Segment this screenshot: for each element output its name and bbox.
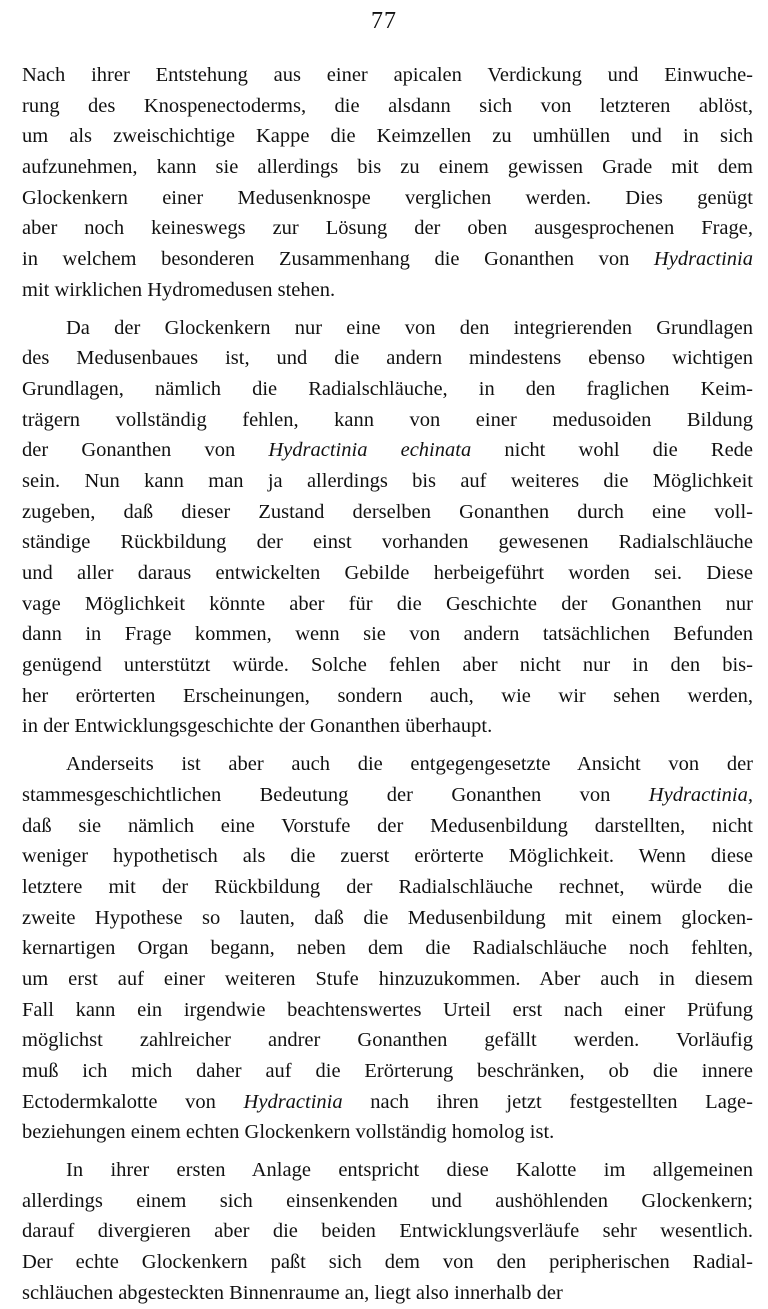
text-line [22,1216,753,1247]
text-line [22,1155,753,1186]
text-line [22,933,753,964]
text-run: um erst auf einer weiteren Stufe hinzuzukommen. Aber auch in diesem [22,967,753,990]
text-line [22,213,753,244]
text-run: kann von einer medusoiden Bildung [334,408,753,431]
text-run: muß ich mich daher auf die Erörterung beschränken, ob die innere [22,1060,753,1082]
text-line [22,1025,753,1056]
paragraph [22,313,753,743]
italic-text: Hydractinia [653,248,753,271]
text-line [22,121,753,152]
text-line [22,872,753,903]
text-run: her erörterten Erscheinungen, sondern auch, wie wir sehen werden, [22,684,753,707]
text-run: des Medusenbaues ist, und die andern mindestens ebenso wichtigen [22,347,753,370]
italic-text: Hydractinia, [648,783,753,806]
paragraph [22,1155,753,1308]
paragraph [22,749,753,1148]
text-run: Anderseits ist aber auch die entgegengesetzte Ansicht von der [66,753,753,776]
text-line [22,343,753,374]
text-run: Der echte Glockenkern paßt sich dem von den peripherischen Radial- [22,1251,753,1274]
text-run: zweite Hypothese so lauten, daß die Medusenbildung mit einem glocken- [22,906,753,929]
text-line [22,780,753,811]
text-line [22,435,753,466]
text-run: nicht wohl die Rede [471,439,753,462]
text-run: der Gonanthen von [22,439,269,462]
text-line [22,1278,753,1309]
text-line [22,244,753,275]
text-line [22,711,753,742]
text-run: allerdings einem sich einsenkenden und aushöhlenden Glockenkern; [22,1189,753,1212]
text-line [22,91,753,122]
text-line [22,964,753,995]
text-line [22,1087,753,1118]
text-line [22,275,753,306]
text-run: und aller daraus entwickelten Gebilde herbeigeführt worden sei. Diese [22,562,753,584]
text-run: Da der Glockenkern nur eine von den integrierenden Grundlagen [66,316,753,339]
text-run: Grundlagen, nämlich die Radialschläuche, in den fraglichen Keim- [22,377,753,400]
text-run: in der Entwicklungsgeschichte der Gonanthen überhaupt. [22,715,493,738]
italic-text: Hydractinia echinata [268,439,472,462]
text-line [22,497,753,528]
text-run: darauf divergieren aber die beiden Entwicklungsverläufe sehr wesentlich. [22,1220,753,1243]
text-run: nach ihren jetzt festgestellten Lage- [342,1090,753,1113]
text-run: Fall kann ein irgendwie beachtenswertes Urteil erst nach einer Prüfung [22,998,753,1021]
text-run: rung des Knospenectoderms, die alsdann sich von letzteren ablöst, [22,94,753,117]
text-line [22,811,753,842]
body-text [22,60,753,1309]
text-line [22,903,753,934]
text-run: aber noch keineswegs zur Lösung der oben ausgesprochenen Frage, [22,217,753,240]
text-line [22,183,753,214]
text-line [22,313,753,344]
text-run: zugeben, daß dieser Zustand derselben Gonanthen durch eine voll- [22,500,753,523]
text-line [22,589,753,620]
text-run: weniger hypothetisch als die zuerst erörterte Möglichkeit. Wenn diese [22,845,753,868]
text-run: Ectodermkalotte von [22,1090,244,1113]
text-run: um als zweischichtige Kappe die Keimzellen zu umhüllen und in sich [22,125,753,148]
text-line [22,466,753,497]
text-run: dann in Frage kommen, wenn sie von andern tatsächlichen Befunden [22,623,753,646]
text-run: schläuchen abgesteckten Binnenraume an, liegt also [22,1281,455,1304]
text-run: ständige Rückbildung der einst vorhanden gewesenen Radialschläuche [22,531,753,554]
text-line [22,995,753,1026]
italic-text: Hydractinia [243,1090,343,1113]
text-run: Glockenkern einer Medusenknospe verglichen werden. Dies genügt [22,186,753,209]
text-run: kernartigen Organ begann, neben dem die Radialschläuche noch fehlten, [22,937,753,960]
text-run: aufzunehmen, kann sie allerdings bis zu einem gewissen Grade mit dem [22,156,753,179]
text-line [22,1186,753,1217]
text-run: innerhalb der [454,1281,563,1304]
paragraph [22,60,753,306]
text-run: vage Möglichkeit könnte aber für die Geschichte der Gonanthen nur [22,592,753,615]
text-line [22,152,753,183]
text-run: Nun kann man ja allerdings bis auf weiteres die Möglichkeit [60,469,753,492]
text-run: in welchem besonderen Zusammenhang die Gonanthen von [22,248,654,271]
text-line [22,1247,753,1278]
text-run: Nach ihrer Entstehung aus einer apicalen Verdickung und Einwuche- [22,64,753,86]
text-run: mit wirklichen Hydromedusen stehen. [22,278,336,301]
text-line [22,749,753,780]
text-run: daß sie nämlich eine Vorstufe der Medusenbildung darstellten, nicht [22,814,753,837]
text-line [22,60,753,91]
text-line [22,681,753,712]
text-run: beziehungen einem echten Glockenkern vollständig homolog ist. [22,1121,555,1144]
text-line [22,527,753,558]
text-line [22,650,753,681]
text-line [22,841,753,872]
text-line [22,405,753,436]
text-run: trägern vollständig fehlen, [22,408,335,431]
text-run: In ihrer ersten Anlage entspricht diese Kalotte im allgemeinen [66,1159,753,1182]
page-number: 77 [371,8,397,34]
text-run: sein. [22,469,61,492]
text-line [22,558,753,589]
text-run: stammesgeschichtlichen Bedeutung der Gonanthen von [22,783,649,806]
text-line [22,1117,753,1148]
text-line [22,1056,753,1087]
text-line [22,374,753,405]
text-run: genügend unterstützt würde. Solche fehlen aber nicht nur in den bis- [22,654,753,677]
text-run: möglichst zahlreicher andrer Gonanthen gefällt werden. Vorläufig [22,1029,753,1052]
text-run: letztere mit der Rückbildung der Radialschläuche rechnet, würde die [22,875,753,898]
text-line [22,619,753,650]
